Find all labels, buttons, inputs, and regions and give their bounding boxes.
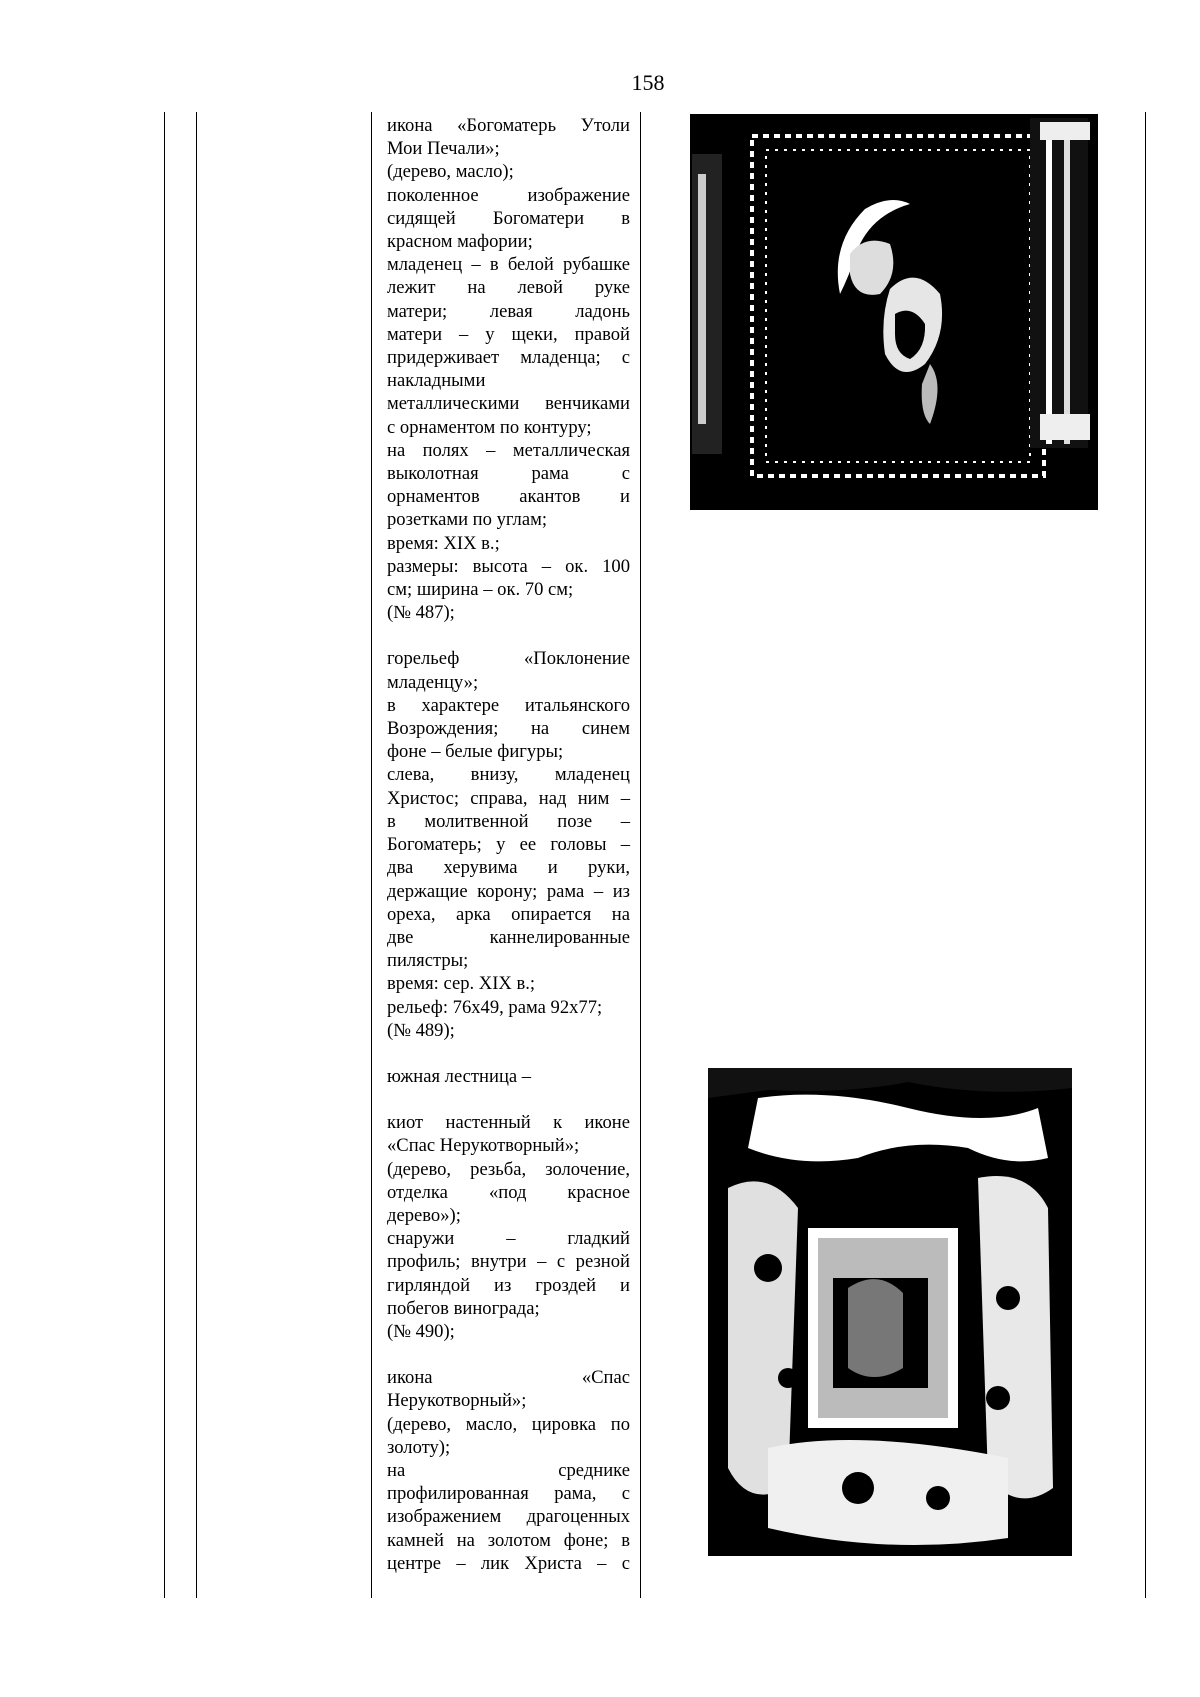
text-line: время: XIX в.; — [387, 532, 500, 554]
text-line: матери – у щеки, правой — [387, 323, 630, 345]
page-number: 158 — [631, 70, 665, 95]
text-line: поколенное изображение — [387, 184, 630, 206]
text-line: киот настенный к иконе — [387, 1112, 630, 1134]
text-line: гирляндой из гроздей и — [387, 1274, 630, 1296]
text-line: (№ 490); — [387, 1320, 455, 1342]
text-line: (дерево, масло, цировка по — [387, 1413, 630, 1435]
text-line: выколотная рама с — [387, 463, 630, 485]
text-line: придерживает младенца; с — [387, 347, 630, 369]
text-line: фоне – белые фигуры; — [387, 741, 564, 763]
text-line: (дерево, резьба, золочение, — [387, 1158, 630, 1180]
table-rule-5 — [1145, 112, 1146, 1598]
text-line: время: сер. XIX в.; — [387, 973, 536, 995]
text-line: красном мафории; — [387, 231, 533, 253]
photo-icon-bogomater — [690, 114, 1098, 510]
text-line: орнаментов акантов и — [387, 486, 630, 508]
text-line: младенцу»; — [387, 671, 479, 693]
text-line: слева, внизу, младенец — [387, 764, 630, 786]
text-line: две каннелированные — [387, 926, 630, 948]
text-line: побегов винограда; — [387, 1297, 540, 1319]
entry-kiot-spas — [387, 1111, 630, 1343]
table-rule-4 — [640, 112, 641, 1598]
text-line: см; ширина – ок. 70 см; — [387, 579, 574, 601]
text-line: дерево»); — [387, 1204, 461, 1226]
text-line: Нерукотворный»; — [387, 1390, 527, 1412]
text-line: снаружи – гладкий — [387, 1228, 630, 1250]
text-line: пилястры; — [387, 950, 469, 972]
entry-relief-adoration — [387, 647, 630, 1041]
text-line: лежит на левой руке — [387, 277, 630, 299]
text-line: центре – лик Христа – с — [387, 1552, 630, 1574]
text-line: камней на золотом фоне; в — [387, 1529, 630, 1551]
text-line: на полях – металлическая — [387, 439, 630, 461]
text-line: накладными — [387, 370, 486, 392]
text-line: горельеф «Поклонение — [387, 648, 630, 670]
text-line: младенец – в белой рубашке — [387, 254, 630, 276]
description-column — [387, 114, 630, 1575]
table-rule-1 — [164, 112, 165, 1598]
text-line: отделка «под красное — [387, 1181, 630, 1203]
text-line: рельеф: 76х49, рама 92х77; — [387, 996, 603, 1018]
text-line: Возрождения; на синем — [387, 718, 630, 740]
table-rule-2 — [196, 112, 197, 1598]
text-line: держащие корону; рама – из — [387, 880, 630, 902]
text-line: (№ 489); — [387, 1019, 455, 1041]
text-line: (№ 487); — [387, 602, 455, 624]
text-line: профилированная рама, с — [387, 1483, 630, 1505]
text-line: Мои Печали»; — [387, 138, 500, 160]
text-line: Богоматерь; у ее головы – — [387, 834, 630, 856]
text-line: (дерево, масло); — [387, 161, 514, 183]
table-rule-3 — [371, 112, 372, 1598]
text-line: Христос; справа, над ним – — [387, 787, 630, 809]
entry-icon-spas — [387, 1366, 630, 1575]
text-line: на среднике — [387, 1459, 630, 1481]
text-line: металлическими венчиками — [387, 393, 630, 415]
entry-south-staircase — [387, 1065, 630, 1088]
text-line: сидящей Богоматери в — [387, 207, 630, 229]
text-line: икона «Спас — [387, 1367, 630, 1389]
text-line: в молитвенной позе – — [387, 810, 630, 832]
text-line: два херувима и руки, — [387, 857, 630, 879]
text-line: в характере итальянского — [387, 694, 630, 716]
text-line: профиль; внутри – с резной — [387, 1251, 630, 1273]
text-line: изображением драгоценных — [387, 1506, 630, 1528]
text-line: розетками по углам; — [387, 509, 548, 531]
text-line: «Спас Нерукотворный»; — [387, 1135, 580, 1157]
text-line: икона «Богоматерь Утоли — [387, 115, 630, 136]
text-line: золоту); — [387, 1436, 451, 1458]
text-line: южная лестница – — [387, 1065, 532, 1087]
entry-icon-utoli-moi-pechali — [387, 114, 630, 624]
text-line: матери; левая ладонь — [387, 300, 630, 322]
text-line: с орнаментом по контуру; — [387, 416, 592, 438]
text-line: ореха, арка опирается на — [387, 903, 630, 925]
text-line: размеры: высота – ок. 100 — [387, 555, 630, 577]
photo-kiot-spas — [708, 1068, 1072, 1556]
